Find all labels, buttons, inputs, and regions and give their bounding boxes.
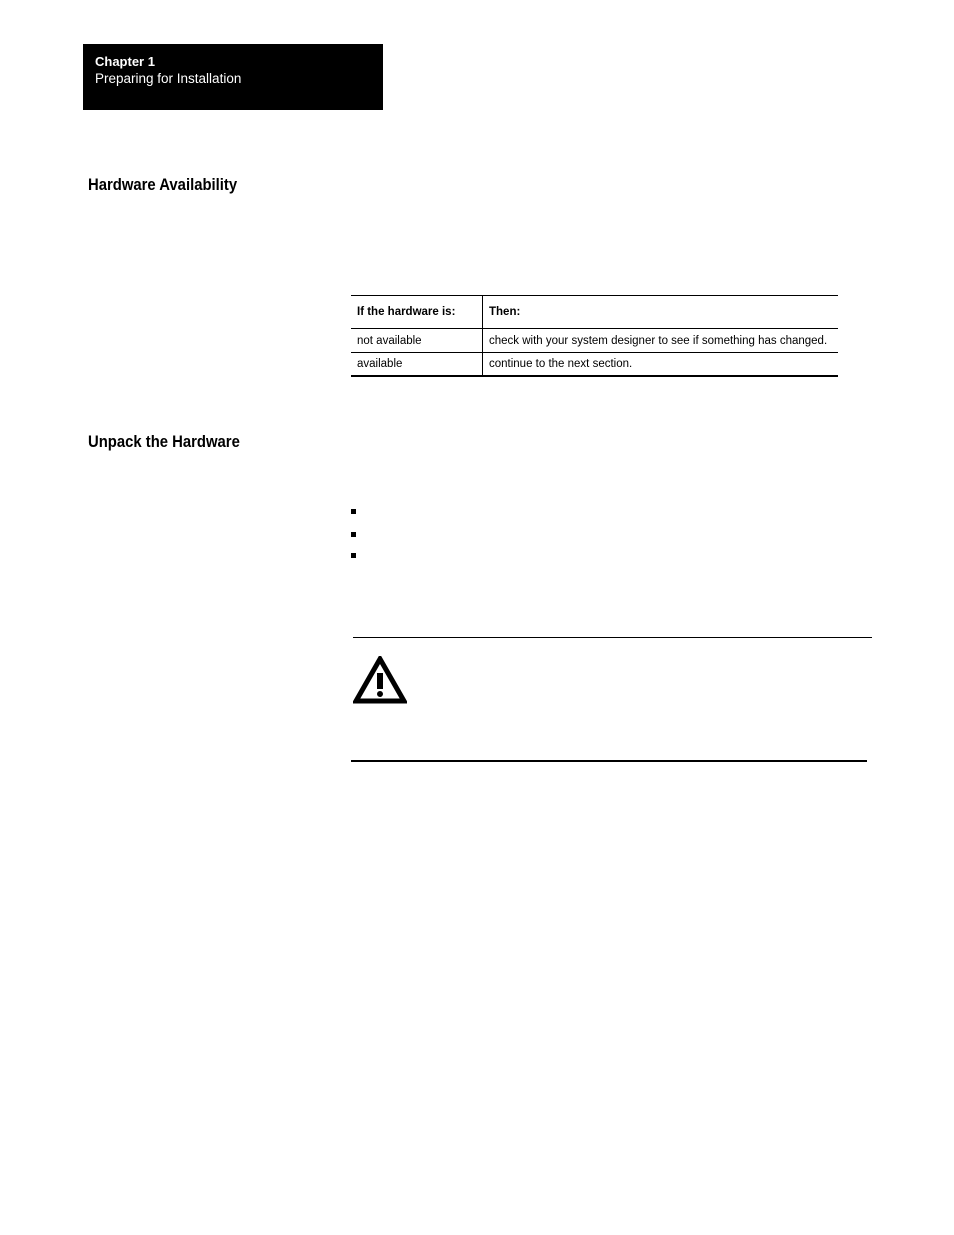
section-heading-hardware-availability: Hardware Availability (88, 176, 238, 194)
attention-top-rule (353, 637, 872, 638)
section-heading-unpack-hardware: Unpack the Hardware (88, 433, 240, 451)
table-cell: available (351, 353, 483, 377)
table-header-cell: If the hardware is: (351, 296, 483, 329)
warning-triangle-icon (353, 656, 407, 704)
table-row (351, 329, 838, 353)
table-cell: continue to the next section. (489, 358, 633, 370)
attention-bottom-rule (351, 760, 867, 762)
table-header-row (351, 296, 838, 329)
hardware-availability-table (351, 295, 838, 377)
square-bullet-icon (351, 509, 356, 514)
chapter-title: Preparing for Installation (95, 71, 242, 86)
chapter-header (83, 44, 383, 110)
square-bullet-icon (351, 532, 356, 537)
chapter-label: Chapter 1 (95, 54, 155, 69)
table-cell: not available (351, 329, 483, 353)
square-bullet-icon (351, 553, 356, 558)
table-cell: check with your system designer to see if something has changed. (483, 329, 839, 353)
table-header-cell: Then: (483, 296, 839, 329)
table-row (351, 353, 838, 377)
